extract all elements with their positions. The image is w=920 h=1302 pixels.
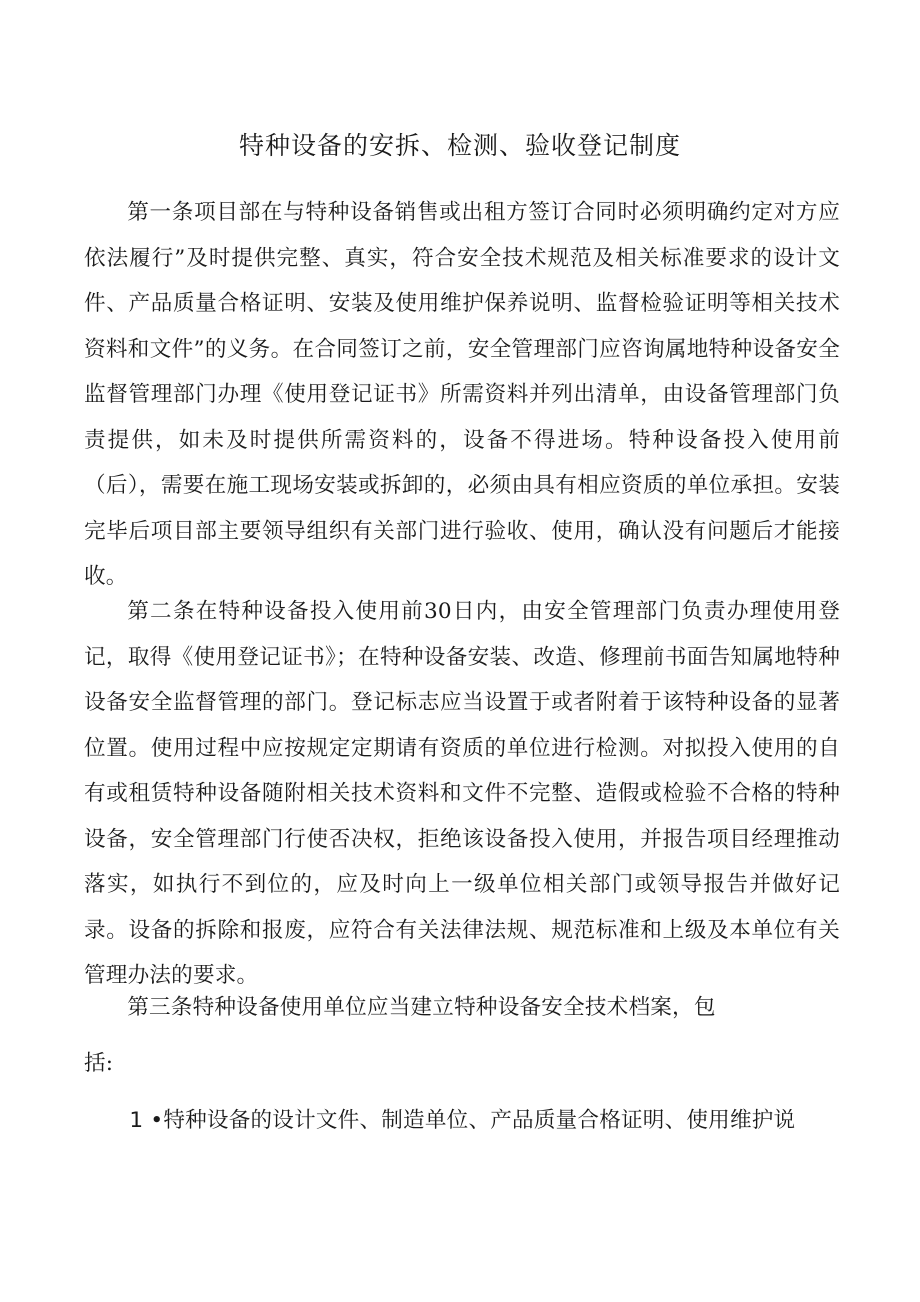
article-3 xyxy=(84,985,840,1086)
article-2-heading: 第二条 xyxy=(127,599,196,624)
document-title: 特种设备的安拆、检测、验收登记制度 xyxy=(238,131,681,160)
list-item-text: 特种设备的设计文件、制造单位、产品质量合格证明、使用维护说 xyxy=(163,1108,796,1133)
article-3-text: 特种设备使用单位应当建立特种设备安全技术档案，包 xyxy=(192,995,716,1020)
article-1-text: 项目部在与特种设备销售或出租方签订合同时必须明确约定对方应依法履行”及时提供完整、真实，符合安全技术规范及相关标准要求的设计文件、产品质量合格证明、安装及使用维护保养说明、监督检验证明等相关技术资料和文件”的义务。在合同签订之前，安全管理部门应咨询属地特种设备安全监督管理部门办理《使用登记证书》所需资料并列出清单，由设备管理部门负责提供，如未及时提供所需资料的，设备不得进场。特种设备投入使用前（后），需要在施工现场安装或拆卸的，必须由具有相应资质的单位承担。安装完毕后项目部主要领导组织有关部门进行验收、使用，确认没有问题后才能接收。 xyxy=(84,200,840,589)
list-item xyxy=(84,1098,840,1144)
article-1 xyxy=(84,190,840,600)
article-3-heading: 第三条 xyxy=(127,995,193,1020)
article-3-text-continued: 括: xyxy=(84,1050,114,1076)
list-item-number: 1 xyxy=(129,1108,144,1133)
article-2 xyxy=(84,589,840,999)
list-item-bullet: • xyxy=(150,1108,164,1133)
article-2-text: 在特种设备投入使用前30日内，由安全管理部门负责办理使用登记，取得《使用登记证书》；在特种设备安装、改造、修理前书面告知属地特种设备安全监督管理的部门。登记标志应当设置于或者附着于该特种设备的显著位置。使用过程中应按规定定期请有资质的单位进行检测。对拟投入使用的自有或租赁特种设备随附相关技术资料和文件不完整、造假或检验不合格的特种设备，安全管理部门行使否决权，拒绝该设备投入使用，并报告项目经理推动落实，如执行不到位的，应及时向上一级单位相关部门或领导报告并做好记录。设备的拆除和报废，应符合有关法律法规、规范标准和上级及本单位有关管理办法的要求。 xyxy=(84,599,840,988)
article-1-heading: 第一条 xyxy=(127,200,195,225)
